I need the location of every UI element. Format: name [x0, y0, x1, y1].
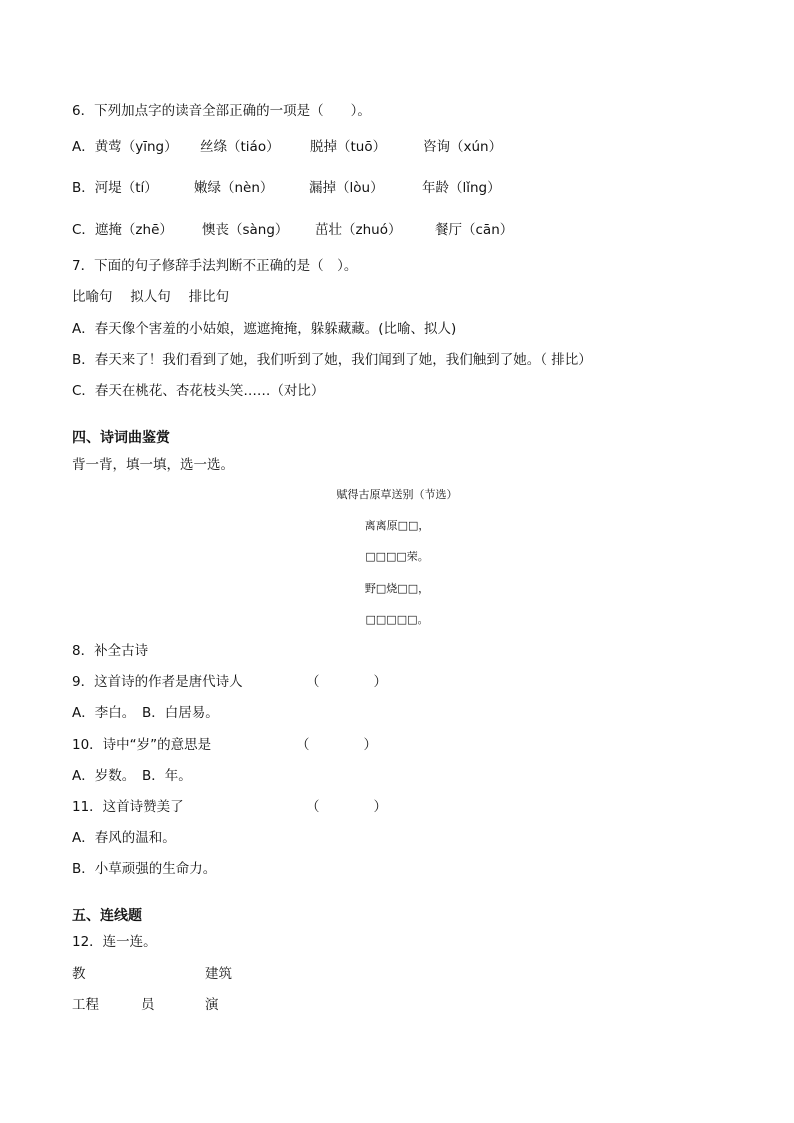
section4-instruction: 背一背，填一填，选一选。 — [72, 457, 234, 473]
q6-option-c — [72, 221, 513, 239]
poem-title: 赋得古原草送别（节选） — [336, 488, 458, 501]
q6-option-b — [72, 179, 501, 197]
q6-c-1: C．遮掩（zhē） — [72, 222, 173, 238]
q7-option-a: A．春天像个害羞的小姑娘，遮遮掩掩，躲躲藏藏。(比喻、拟人) — [72, 321, 457, 337]
q7-option-c: C．春天在桃花、杏花枝头笑……（对比） — [72, 383, 325, 399]
q7-stem: 7．下面的句子修辞手法判断不正确的是（ ）。 — [72, 258, 358, 274]
poem-line-1: 离离原□□， — [364, 519, 430, 532]
match-row1-left: 教 — [72, 966, 86, 982]
q10-stem: 10．诗中“岁”的意思是 — [72, 737, 212, 753]
section5-title: 五、连线题 — [72, 908, 142, 924]
poem-line-3: 野□烧□□， — [364, 582, 430, 595]
q9-answer-paren: （ ） — [306, 674, 387, 690]
q10-options: A．岁数。 B．年。 — [72, 768, 192, 784]
q6-a-2: 丝绦（tiáo） — [200, 139, 280, 155]
match-row2-left: 工程 — [72, 997, 99, 1013]
section4-title: 四、诗词曲鉴赏 — [72, 430, 170, 446]
q11-option-b: B．小草顽强的生命力。 — [72, 861, 217, 877]
q6-b-1: B．河堤（tí） — [72, 180, 158, 196]
q6-c-3: 茁壮（zhuó） — [315, 222, 402, 238]
q6-a-4: 咨询（xún） — [423, 139, 503, 155]
poem-line-4: □□□□□。 — [365, 613, 429, 626]
q6-b-4: 年龄（lǐng） — [422, 180, 501, 196]
q6-c-4: 餐厅（cān） — [435, 222, 514, 238]
q6-b-2: 嫩绿（nèn） — [194, 180, 274, 196]
q10-answer-paren: （ ） — [296, 737, 377, 753]
q11-answer-paren: （ ） — [306, 799, 387, 815]
poem-line-2: □□□□荣。 — [365, 550, 429, 563]
q6-a-3: 脱掉（tuō） — [310, 139, 387, 155]
q11-stem: 11．这首诗赞美了 — [72, 799, 184, 815]
q8-stem: 8．补全古诗 — [72, 643, 149, 659]
q6-a-1: A．黄莺（yīng） — [72, 139, 178, 155]
q12-stem: 12．连一连。 — [72, 934, 157, 950]
q6-c-2: 懊丧（sàng） — [202, 222, 289, 238]
match-row2-middle: 员 — [141, 997, 155, 1013]
q6-option-a — [72, 138, 502, 156]
q9-options: A．李白。 B．白居易。 — [72, 705, 219, 721]
match-row1-right: 建筑 — [205, 966, 232, 982]
q7-option-b: B．春天来了！我们看到了她，我们听到了她，我们闻到了她，我们触到了她。（ 排比） — [72, 352, 592, 368]
match-row2-right: 演 — [205, 997, 219, 1013]
q11-option-a: A．春风的温和。 — [72, 830, 176, 846]
q7-types: 比喻句 拟人句 排比句 — [72, 289, 230, 305]
q6-b-3: 漏掉（lòu） — [309, 180, 384, 196]
q6-stem: 6．下列加点字的读音全部正确的一项是（ ）。 — [72, 103, 371, 119]
q9-stem: 9．这首诗的作者是唐代诗人 — [72, 674, 243, 690]
